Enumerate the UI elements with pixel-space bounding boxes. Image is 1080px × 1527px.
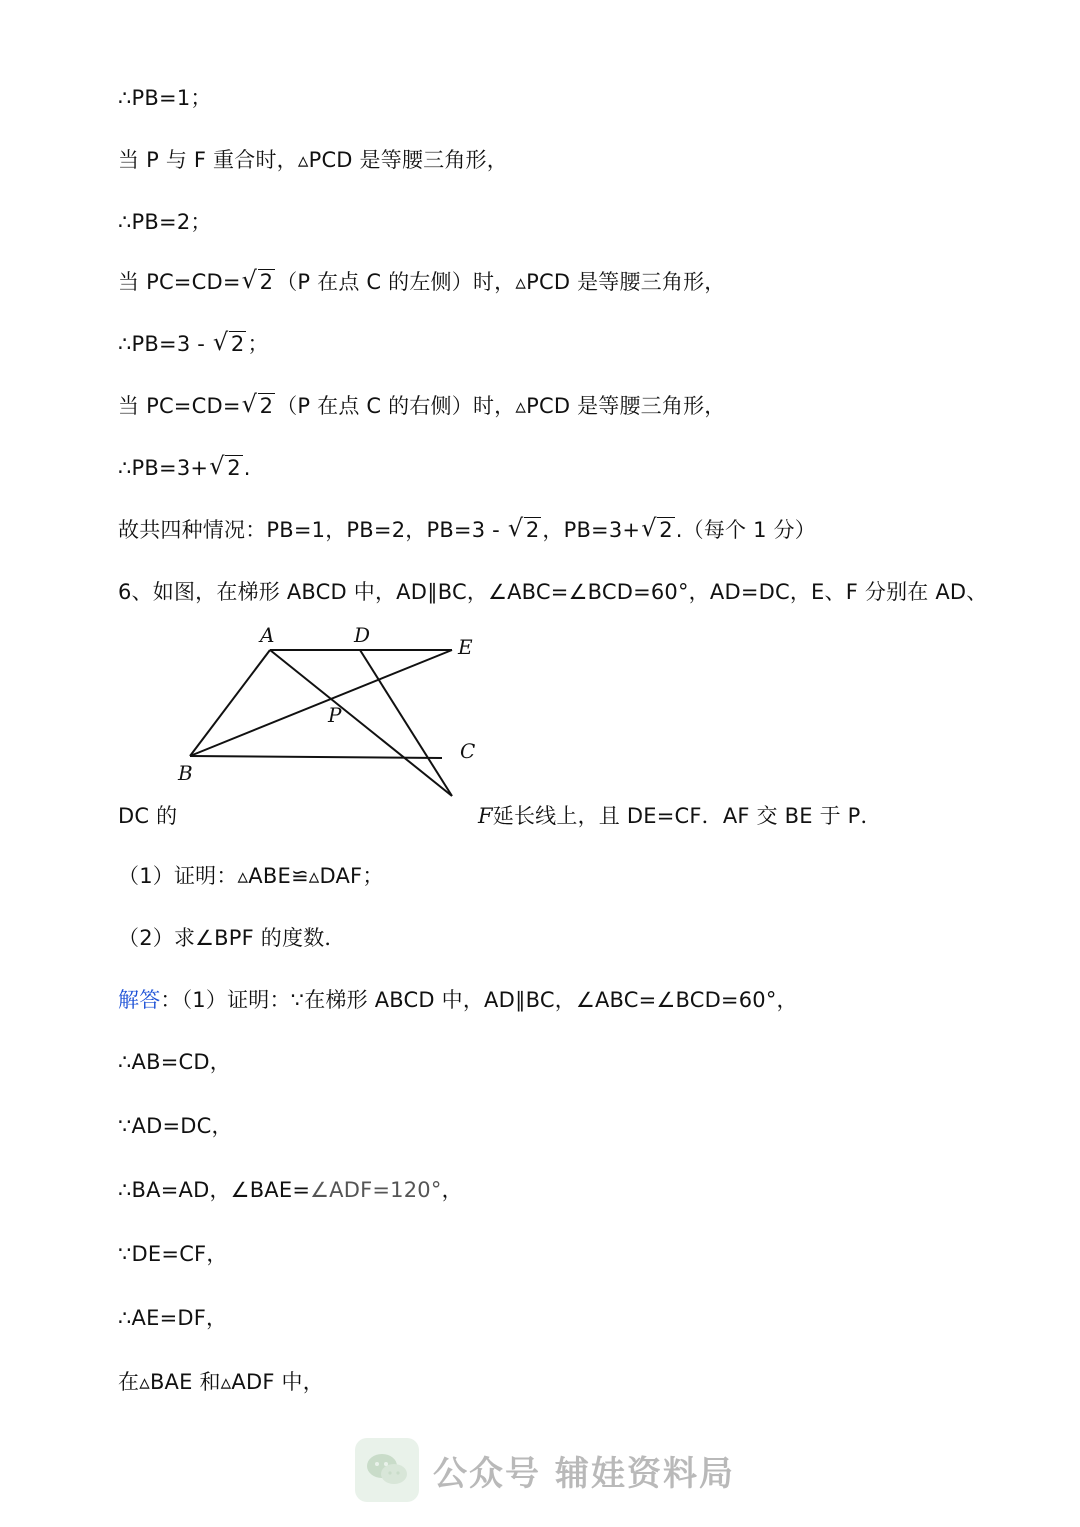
text-segment: ∴PB=3+	[118, 456, 209, 480]
text-segment: （P 在点 C 的右侧）时，▵PCD 是等腰三角形，	[276, 394, 726, 418]
text-segment: ，	[441, 1178, 463, 1202]
sqrt-expression	[242, 268, 276, 296]
radicand: 2	[659, 518, 673, 542]
text-line	[478, 802, 882, 830]
text-line	[118, 268, 725, 296]
text-line: 当 P 与 F 重合时，▵PCD 是等腰三角形，	[118, 148, 508, 172]
text-segment: 当 PC=CD=	[118, 394, 241, 418]
text-segment: 故共四种情况：PB=1，PB=2，PB=3 -	[118, 518, 507, 542]
text-line: ∵DE=CF，	[118, 1242, 228, 1266]
text-segment: （P 在点 C 的左侧）时，▵PCD 是等腰三角形，	[276, 270, 726, 294]
text-segment: ；	[247, 332, 269, 356]
text-line	[118, 454, 251, 482]
radicand: 2	[227, 456, 241, 480]
text-segment: ∴PB=3 -	[118, 332, 212, 356]
sqrt-expression	[508, 516, 542, 544]
text-line	[118, 516, 816, 544]
radicand: 2	[259, 270, 274, 294]
part-1-question: （1）证明：▵ABE≌▵DAF；	[118, 864, 384, 888]
label-F: F	[478, 804, 493, 828]
text-line: ∴PB=1；	[118, 86, 212, 110]
question-6-text: 6、如图，在梯形 ABCD 中，AD∥BC，∠ABC=∠BCD=60°，AD=DC，E、F 分别在 AD、	[118, 580, 988, 604]
text-segment: 延长线上，且 DE=CF．AF 交 BE 于 P．	[492, 804, 882, 828]
sqrt-expression	[209, 454, 243, 482]
watermark-part2: 辅娃资料局	[555, 1453, 735, 1494]
text-segment: .	[243, 456, 251, 480]
label-B: B	[178, 761, 193, 785]
radicand: 2	[259, 394, 274, 418]
sqrt-expression	[641, 516, 675, 544]
part-2-question: （2）求∠BPF 的度数．	[118, 926, 346, 950]
text-segment: 当 PC=CD=	[118, 270, 241, 294]
answer-label: 解答	[118, 988, 161, 1012]
label-E: E	[458, 635, 473, 659]
text-segment: ：（1）证明：∵在梯形 ABCD 中，AD∥BC，∠ABC=∠BCD=60°，	[160, 988, 798, 1012]
sqrt-expression	[242, 392, 276, 420]
text-line: DC 的	[118, 804, 178, 828]
text-segment: ∴BA=AD，∠BAE=	[118, 1178, 311, 1202]
segment-DF	[360, 650, 452, 796]
text-segment: ，PB=3+	[542, 518, 641, 542]
radicand: 2	[525, 518, 540, 542]
label-C: C	[460, 739, 476, 763]
text-line: 在▵BAE 和▵ADF 中，	[118, 1370, 324, 1394]
text-line	[118, 1176, 463, 1204]
text-line: ∴AB=CD，	[118, 1050, 231, 1074]
answer-line	[118, 986, 798, 1014]
segment-AF	[270, 650, 452, 796]
wechat-icon	[355, 1438, 419, 1502]
trapezoid-diagram	[170, 618, 500, 818]
text-line: ∴PB=2；	[118, 210, 212, 234]
watermark-part1: 公众号	[433, 1453, 541, 1494]
label-A: A	[260, 623, 275, 647]
text-line: ∴AE=DF，	[118, 1306, 228, 1330]
label-D: D	[354, 623, 371, 647]
radicand: 2	[230, 332, 245, 356]
text-segment: .（每个 1 分）	[675, 518, 816, 542]
text-segment: ∠ADF=120°	[310, 1178, 442, 1202]
text-line	[118, 330, 269, 358]
label-P: P	[328, 703, 342, 727]
watermark-text	[433, 1446, 749, 1495]
watermark	[355, 1438, 755, 1502]
sqrt-expression	[213, 330, 247, 358]
text-line: ∵AD=DC，	[118, 1114, 233, 1138]
text-line	[118, 392, 725, 420]
